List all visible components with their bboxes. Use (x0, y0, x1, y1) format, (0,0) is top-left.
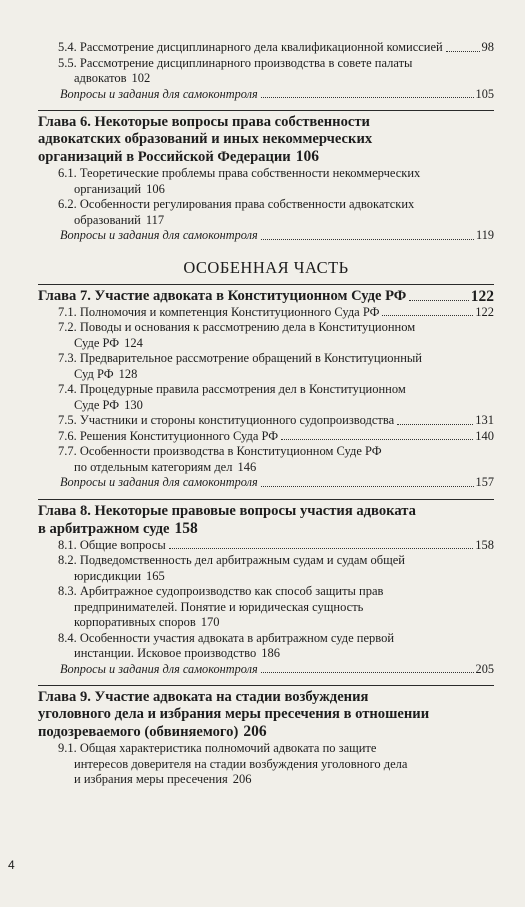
entry-title-line: 7.5. Участники и стороны конституционного судопроизводства (58, 413, 395, 427)
section-entry (38, 553, 494, 584)
entry-title-line: образований (74, 212, 141, 227)
entry-page-number: 117 (145, 212, 165, 227)
entry-page-number: 158 (475, 537, 494, 552)
spacer (38, 491, 494, 495)
entry-title-line: Вопросы и задания для самоконтроля (60, 86, 258, 101)
entry-title-line-with-page (58, 398, 494, 414)
entry-title-line: интересов доверителя на стадии возбуждения уголовного дела (74, 756, 408, 771)
spacer (38, 102, 494, 106)
entry-title-line-with-page (58, 646, 494, 662)
entry-title-line: корпоративных споров (74, 615, 196, 629)
entry-title (58, 40, 494, 56)
dot-leader (261, 672, 474, 673)
entry-title (60, 475, 494, 491)
section-entry (38, 56, 494, 87)
entry-title-line-with-page (58, 182, 494, 198)
entry-title-line: 5.5. Рассмотрение дисциплинарного производства в совете палаты (58, 55, 413, 70)
entry-page-number: 158 (174, 519, 198, 537)
entry-title (58, 305, 494, 321)
entry-title-line: организаций (74, 181, 142, 196)
entry-page-number: 170 (200, 615, 220, 629)
entry-title-line: 7.7. Особенности производства в Конституционном Суде РФ (58, 444, 382, 458)
entry-title-line-with-page (58, 413, 494, 429)
entry-title-line-with-page (60, 475, 494, 491)
entry-page-number: 119 (476, 228, 494, 242)
entry-title-line: 6.1. Теоретические проблемы права собственности некоммерческих (58, 166, 421, 180)
spacer (38, 677, 494, 681)
entry-title-line-with-page (60, 87, 494, 103)
section-entry (38, 320, 494, 351)
entry-title-line: 9.1. Общая характеристика полномочий адвоката по защите (58, 741, 377, 755)
entry-page-number: 205 (475, 661, 494, 676)
section-entry (38, 429, 494, 445)
entry-title (58, 631, 494, 662)
entry-title-line: и избрания меры пресечения (74, 772, 228, 786)
dot-leader (446, 51, 480, 52)
section-heading: ОСОБЕННАЯ ЧАСТЬ (183, 257, 349, 277)
entry-title-line-with-page (58, 538, 494, 554)
entry-title-line: инстанции. Исковое производство (74, 646, 257, 660)
entry-title-line: 8.3. Арбитражное судопроизводство как способ защиты прав (58, 584, 384, 598)
dot-leader (409, 300, 468, 301)
entry-page-number: 98 (481, 40, 494, 54)
entry-title (58, 166, 494, 197)
dot-leader (169, 548, 473, 549)
entry-title-line: подозреваемого (обвиняемого) (38, 724, 239, 740)
entry-title-line-with-page (38, 288, 494, 305)
table-of-contents (38, 40, 494, 788)
entry-title-line-with-page (58, 40, 494, 56)
entry-title (60, 662, 494, 678)
dot-leader (281, 439, 473, 440)
entry-page-number: 122 (475, 304, 494, 319)
entry-title-line: предпринимателей. Понятие и юридическая сущность (74, 599, 364, 614)
review-questions-entry (38, 228, 494, 244)
entry-title (58, 429, 494, 445)
chapter-entry (38, 689, 494, 741)
chapter-rule (38, 499, 494, 500)
entry-title (58, 741, 494, 788)
entry-title-line-with-page (58, 429, 494, 445)
chapter-rule (38, 284, 494, 285)
entry-title-line-with-page (38, 520, 494, 538)
entry-title-line-with-page (60, 228, 494, 244)
entry-title (38, 503, 494, 538)
spacer (38, 244, 494, 248)
section-entry (38, 197, 494, 228)
entry-page-number: 140 (475, 428, 494, 443)
entry-title-line-with-page (58, 615, 494, 631)
section-entry (38, 40, 494, 56)
entry-title (58, 584, 494, 631)
entry-title-line: Глава 8. Некоторые правовые вопросы участия адвоката (38, 502, 416, 519)
entry-page-number: 128 (118, 366, 138, 381)
entry-title-line: Глава 9. Участие адвоката на стадии возбуждения (38, 689, 369, 705)
entry-title-line: по отдельным категориям дел (74, 459, 233, 474)
entry-title (58, 538, 494, 554)
entry-page-number: 124 (124, 335, 143, 350)
entry-title-line: Суде РФ (74, 397, 120, 412)
chapter-entry (38, 288, 494, 305)
section-entry (38, 351, 494, 382)
entry-title (58, 382, 494, 413)
entry-title-line: 5.4. Рассмотрение дисциплинарного дела квалификационной комиссией (58, 40, 443, 54)
entry-title-line: 8.4. Особенности участия адвоката в арбитражном суде первой (58, 630, 395, 645)
entry-title-line: юрисдикции (74, 568, 142, 583)
entry-title-line-with-page (38, 723, 494, 741)
review-questions-entry (38, 87, 494, 103)
entry-page-number: 165 (146, 568, 165, 583)
dot-leader (382, 315, 473, 316)
entry-title-line: Глава 7. Участие адвоката в Конституционном Суде РФ (38, 287, 407, 304)
chapter-rule (38, 685, 494, 686)
entry-page-number: 206 (232, 772, 252, 786)
entry-title-line-with-page (58, 336, 494, 352)
entry-title-line: адвокатских образований и иных некоммерческих (38, 131, 373, 147)
section-entry (38, 538, 494, 554)
entry-title (58, 351, 494, 382)
review-questions-entry (38, 475, 494, 491)
entry-title-line: Вопросы и задания для самоконтроля (60, 661, 258, 676)
entry-page-number: 157 (475, 475, 494, 489)
section-entry (38, 584, 494, 631)
entry-title (58, 197, 494, 228)
entry-page-number: 105 (475, 86, 494, 101)
section-entry (38, 413, 494, 429)
entry-page-number: 122 (470, 287, 494, 305)
entry-page-number: 146 (237, 459, 257, 474)
entry-title-line: 6.2. Особенности регулирования права собственности адвокатских (58, 197, 415, 211)
review-questions-entry (38, 662, 494, 678)
dot-leader (261, 239, 474, 240)
section-entry (38, 166, 494, 197)
entry-page-number: 186 (261, 646, 280, 660)
entry-title (38, 689, 494, 741)
entry-title-line: 7.4. Процедурные правила рассмотрения дел в Конституционном (58, 382, 406, 396)
entry-title-line: 7.3. Предварительное рассмотрение обращений в Конституционный (58, 351, 422, 365)
entry-title-line: уголовного дела и избрания меры пресечения в отношении (38, 706, 430, 722)
entry-title (58, 320, 494, 351)
entry-title-line-with-page (58, 213, 494, 229)
section-entry (38, 305, 494, 321)
entry-title-line: Суд РФ (74, 366, 114, 381)
entry-title-line: организаций в Российской Федерации (38, 149, 291, 165)
entry-title-line: Вопросы и задания для самоконтроля (60, 228, 258, 242)
chapter-entry (38, 503, 494, 538)
entry-title-line-with-page (58, 367, 494, 383)
entry-title-line-with-page (58, 569, 494, 585)
entry-title-line: адвокатов (74, 71, 127, 85)
entry-page-number: 106 (295, 148, 319, 165)
entry-title-line: Вопросы и задания для самоконтроля (60, 475, 258, 489)
section-entry (38, 382, 494, 413)
entry-title-line: Глава 6. Некоторые вопросы права собственности (38, 114, 370, 130)
entry-title (58, 444, 494, 475)
entry-page-number: 130 (124, 397, 143, 412)
dot-leader (397, 424, 473, 425)
entry-title-line-with-page (58, 305, 494, 321)
entry-title-line-with-page (58, 460, 494, 476)
page-number: 4 (8, 858, 15, 872)
entry-title-line-with-page (58, 71, 494, 87)
entry-title-line-with-page (58, 772, 494, 788)
chapter-entry (38, 114, 494, 166)
section-entry (38, 631, 494, 662)
entry-title-line: 8.1. Общие вопросы (58, 537, 166, 552)
entry-title (38, 288, 494, 305)
section-entry (38, 444, 494, 475)
entry-title-line: 7.1. Полномочия и компетенция Конституционного Суда РФ (58, 304, 380, 319)
entry-page-number: 106 (146, 181, 165, 196)
entry-title-line: 8.2. Подведомственность дел арбитражным судам и судам общей (58, 553, 405, 567)
entry-page-number: 206 (243, 723, 267, 740)
entry-title-line-with-page (60, 662, 494, 678)
entry-title-line: в арбитражном суде (38, 520, 170, 537)
entry-title (60, 87, 494, 103)
entry-page-number: 102 (131, 71, 151, 85)
entry-title (38, 114, 494, 166)
entry-title-line: 7.2. Поводы и основания к рассмотрению дела в Конституционном (58, 320, 416, 334)
entry-title (60, 228, 494, 244)
entry-title (58, 553, 494, 584)
entry-title-line: 7.6. Решения Конституционного Суда РФ (58, 428, 279, 443)
entry-page-number: 131 (475, 413, 494, 427)
chapter-rule (38, 110, 494, 111)
entry-title-line-with-page (38, 148, 494, 166)
section-entry (38, 741, 494, 788)
entry-title-line: Суде РФ (74, 335, 120, 350)
entry-title (58, 413, 494, 429)
dot-leader (261, 97, 474, 98)
dot-leader (261, 486, 474, 487)
entry-title (58, 56, 494, 87)
